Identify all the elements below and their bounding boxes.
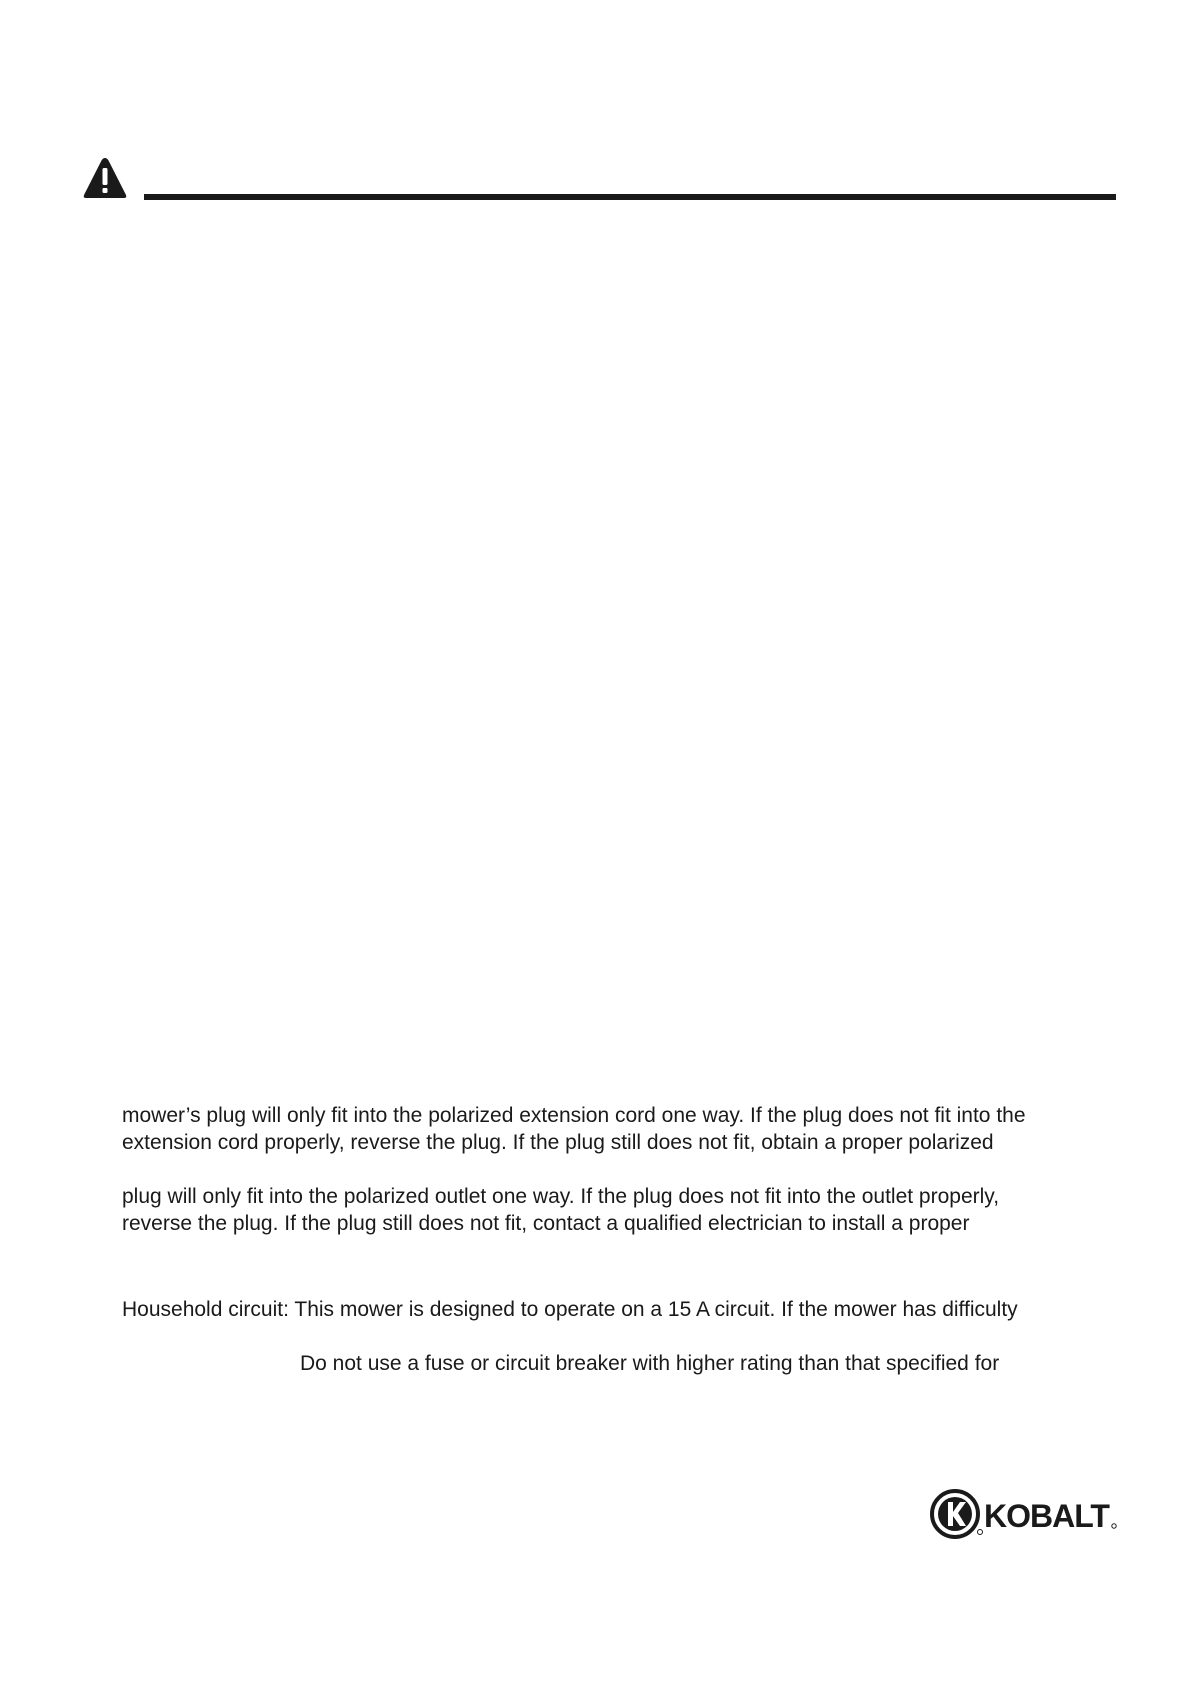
warning-header [82,156,1116,206]
header-rule [144,194,1116,200]
polarized-cord-line-1: mower’s plug will only fit into the polarized extension cord one way. If the plug does not fit into the [122,1104,1026,1127]
polarized-outlet-line-2: reverse the plug. If the plug still does not fit, contact a qualified electrician to install a proper [122,1212,970,1235]
household-circuit-line-2: Do not use a fuse or circuit breaker with higher rating than that specified for [300,1352,1000,1375]
polarized-cord-line-2: extension cord properly, reverse the plug. If the plug still does not fit, obtain a proper polarized [122,1131,994,1154]
polarized-outlet-line-1: plug will only fit into the polarized outlet one way. If the plug does not fit into the outlet properly, [122,1185,1000,1208]
household-circuit-line-1: Household circuit: This mower is designed to operate on a 15 A circuit. If the mower has difficulty [122,1298,1018,1321]
warning-triangle-icon [82,156,128,200]
kobalt-logo [930,1486,1120,1542]
kobalt-logo-text: KOBALT [984,1498,1109,1534]
kobalt-k-logo-icon [930,1486,1120,1542]
